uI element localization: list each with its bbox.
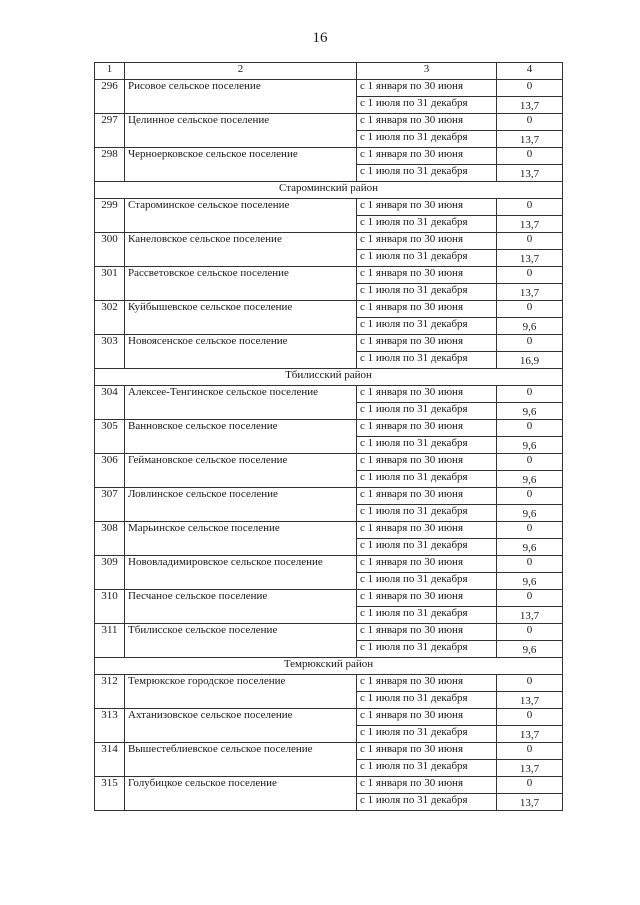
table-row [95, 624, 563, 641]
value-first-half: 0 [497, 777, 563, 794]
value-first-half: 0 [497, 267, 563, 284]
entry-number: 312 [95, 675, 125, 709]
entry-number: 296 [95, 80, 125, 114]
table-row [95, 80, 563, 97]
value-second-half: 9,6 [497, 641, 563, 658]
period-second-half: с 1 июля по 31 декабря [357, 726, 497, 743]
table-row [95, 675, 563, 692]
value-second-half: 16,9 [497, 352, 563, 369]
period-first-half: с 1 января по 30 июня [357, 454, 497, 471]
period-second-half: с 1 июля по 31 декабря [357, 97, 497, 114]
settlement-name: Нововладимировское сельское поселение [125, 556, 357, 590]
period-second-half: с 1 июля по 31 декабря [357, 539, 497, 556]
period-second-half: с 1 июля по 31 декабря [357, 505, 497, 522]
period-first-half: с 1 января по 30 июня [357, 80, 497, 97]
period-second-half: с 1 июля по 31 декабря [357, 403, 497, 420]
table-row [95, 301, 563, 318]
value-second-half: 13,7 [497, 250, 563, 267]
period-first-half: с 1 января по 30 июня [357, 743, 497, 760]
value-first-half: 0 [497, 233, 563, 250]
value-first-half: 0 [497, 80, 563, 97]
table-row [95, 267, 563, 284]
period-second-half: с 1 июля по 31 декабря [357, 437, 497, 454]
page-number: 16 [312, 30, 328, 46]
period-first-half: с 1 января по 30 июня [357, 590, 497, 607]
header-row [95, 63, 563, 80]
settlement-name: Ванновское сельское поселение [125, 420, 357, 454]
settlement-name: Рассветовское сельское поселение [125, 267, 357, 301]
settlement-name: Новоясенское сельское поселение [125, 335, 357, 369]
value-second-half: 9,6 [497, 505, 563, 522]
entry-number: 301 [95, 267, 125, 301]
period-second-half: с 1 июля по 31 декабря [357, 131, 497, 148]
entry-number: 298 [95, 148, 125, 182]
header-cell-3: 3 [357, 63, 497, 80]
entry-number: 308 [95, 522, 125, 556]
value-second-half: 9,6 [497, 318, 563, 335]
header-cell-4: 4 [497, 63, 563, 80]
settlement-name: Ахтанизовское сельское поселение [125, 709, 357, 743]
period-first-half: с 1 января по 30 июня [357, 675, 497, 692]
value-first-half: 0 [497, 675, 563, 692]
entry-number: 309 [95, 556, 125, 590]
settlement-name: Черноерковское сельское поселение [125, 148, 357, 182]
header-cell-2: 2 [125, 63, 357, 80]
value-second-half: 13,7 [497, 131, 563, 148]
period-second-half: с 1 июля по 31 декабря [357, 352, 497, 369]
period-second-half: с 1 июля по 31 декабря [357, 692, 497, 709]
table-row [95, 556, 563, 573]
entry-number: 299 [95, 199, 125, 233]
period-second-half: с 1 июля по 31 декабря [357, 573, 497, 590]
header-cell-1: 1 [95, 63, 125, 80]
value-first-half: 0 [497, 624, 563, 641]
value-first-half: 0 [497, 522, 563, 539]
period-first-half: с 1 января по 30 июня [357, 199, 497, 216]
period-first-half: с 1 января по 30 июня [357, 335, 497, 352]
entry-number: 306 [95, 454, 125, 488]
district-row [95, 658, 563, 675]
period-second-half: с 1 июля по 31 декабря [357, 216, 497, 233]
table-row [95, 522, 563, 539]
value-second-half: 13,7 [497, 692, 563, 709]
period-first-half: с 1 января по 30 июня [357, 148, 497, 165]
value-second-half: 13,7 [497, 97, 563, 114]
district-row [95, 182, 563, 199]
period-second-half: с 1 июля по 31 декабря [357, 607, 497, 624]
table-row [95, 233, 563, 250]
settlement-rates-table [94, 62, 563, 811]
settlement-name: Вышестеблиевское сельское поселение [125, 743, 357, 777]
table-row [95, 590, 563, 607]
settlement-name: Песчаное сельское поселение [125, 590, 357, 624]
entry-number: 304 [95, 386, 125, 420]
value-first-half: 0 [497, 709, 563, 726]
value-second-half: 9,6 [497, 471, 563, 488]
table-row [95, 199, 563, 216]
settlement-name: Куйбышевское сельское поселение [125, 301, 357, 335]
table-row [95, 454, 563, 471]
district-name: Темрюкский район [95, 658, 563, 675]
period-second-half: с 1 июля по 31 декабря [357, 318, 497, 335]
period-second-half: с 1 июля по 31 декабря [357, 250, 497, 267]
entry-number: 300 [95, 233, 125, 267]
period-first-half: с 1 января по 30 июня [357, 488, 497, 505]
table-row [95, 777, 563, 794]
entry-number: 310 [95, 590, 125, 624]
entry-number: 297 [95, 114, 125, 148]
period-second-half: с 1 июля по 31 декабря [357, 471, 497, 488]
value-first-half: 0 [497, 335, 563, 352]
value-first-half: 0 [497, 148, 563, 165]
settlement-name: Геймановское сельское поселение [125, 454, 357, 488]
settlement-name: Голубицкое сельское поселение [125, 777, 357, 811]
settlement-name: Темрюкское городское поселение [125, 675, 357, 709]
value-first-half: 0 [497, 556, 563, 573]
period-first-half: с 1 января по 30 июня [357, 777, 497, 794]
value-second-half: 9,6 [497, 539, 563, 556]
settlement-name: Староминское сельское поселение [125, 199, 357, 233]
table-row [95, 386, 563, 403]
value-second-half: 13,7 [497, 794, 563, 811]
value-second-half: 9,6 [497, 573, 563, 590]
value-first-half: 0 [497, 488, 563, 505]
period-second-half: с 1 июля по 31 декабря [357, 165, 497, 182]
value-second-half: 13,7 [497, 726, 563, 743]
value-first-half: 0 [497, 386, 563, 403]
period-first-half: с 1 января по 30 июня [357, 301, 497, 318]
period-first-half: с 1 января по 30 июня [357, 624, 497, 641]
table-row [95, 488, 563, 505]
period-first-half: с 1 января по 30 июня [357, 556, 497, 573]
value-second-half: 13,7 [497, 284, 563, 301]
period-first-half: с 1 января по 30 июня [357, 420, 497, 437]
table-row [95, 148, 563, 165]
value-first-half: 0 [497, 590, 563, 607]
entry-number: 315 [95, 777, 125, 811]
value-first-half: 0 [497, 114, 563, 131]
period-first-half: с 1 января по 30 июня [357, 233, 497, 250]
entry-number: 311 [95, 624, 125, 658]
district-name: Тбилисский район [95, 369, 563, 386]
entry-number: 314 [95, 743, 125, 777]
value-second-half: 9,6 [497, 403, 563, 420]
district-name: Староминский район [95, 182, 563, 199]
district-row [95, 369, 563, 386]
period-second-half: с 1 июля по 31 декабря [357, 760, 497, 777]
value-second-half: 13,7 [497, 607, 563, 624]
period-first-half: с 1 января по 30 июня [357, 386, 497, 403]
period-second-half: с 1 июля по 31 декабря [357, 794, 497, 811]
period-second-half: с 1 июля по 31 декабря [357, 641, 497, 658]
table-row [95, 114, 563, 131]
value-first-half: 0 [497, 743, 563, 760]
settlement-name: Целинное сельское поселение [125, 114, 357, 148]
entry-number: 307 [95, 488, 125, 522]
value-first-half: 0 [497, 301, 563, 318]
value-first-half: 0 [497, 454, 563, 471]
settlement-name: Алексее-Тенгинское сельское поселение [125, 386, 357, 420]
value-first-half: 0 [497, 420, 563, 437]
period-first-half: с 1 января по 30 июня [357, 522, 497, 539]
period-first-half: с 1 января по 30 июня [357, 267, 497, 284]
entry-number: 303 [95, 335, 125, 369]
settlement-name: Ловлинское сельское поселение [125, 488, 357, 522]
table-row [95, 743, 563, 760]
period-second-half: с 1 июля по 31 декабря [357, 284, 497, 301]
period-first-half: с 1 января по 30 июня [357, 114, 497, 131]
table-row [95, 709, 563, 726]
value-second-half: 13,7 [497, 216, 563, 233]
entry-number: 313 [95, 709, 125, 743]
entry-number: 302 [95, 301, 125, 335]
table-row [95, 420, 563, 437]
value-second-half: 9,6 [497, 437, 563, 454]
table-row [95, 335, 563, 352]
settlement-name: Рисовое сельское поселение [125, 80, 357, 114]
value-second-half: 13,7 [497, 165, 563, 182]
period-first-half: с 1 января по 30 июня [357, 709, 497, 726]
entry-number: 305 [95, 420, 125, 454]
settlement-name: Канеловское сельское поселение [125, 233, 357, 267]
settlement-name: Марьинское сельское поселение [125, 522, 357, 556]
value-second-half: 13,7 [497, 760, 563, 777]
value-first-half: 0 [497, 199, 563, 216]
settlement-name: Тбилисское сельское поселение [125, 624, 357, 658]
